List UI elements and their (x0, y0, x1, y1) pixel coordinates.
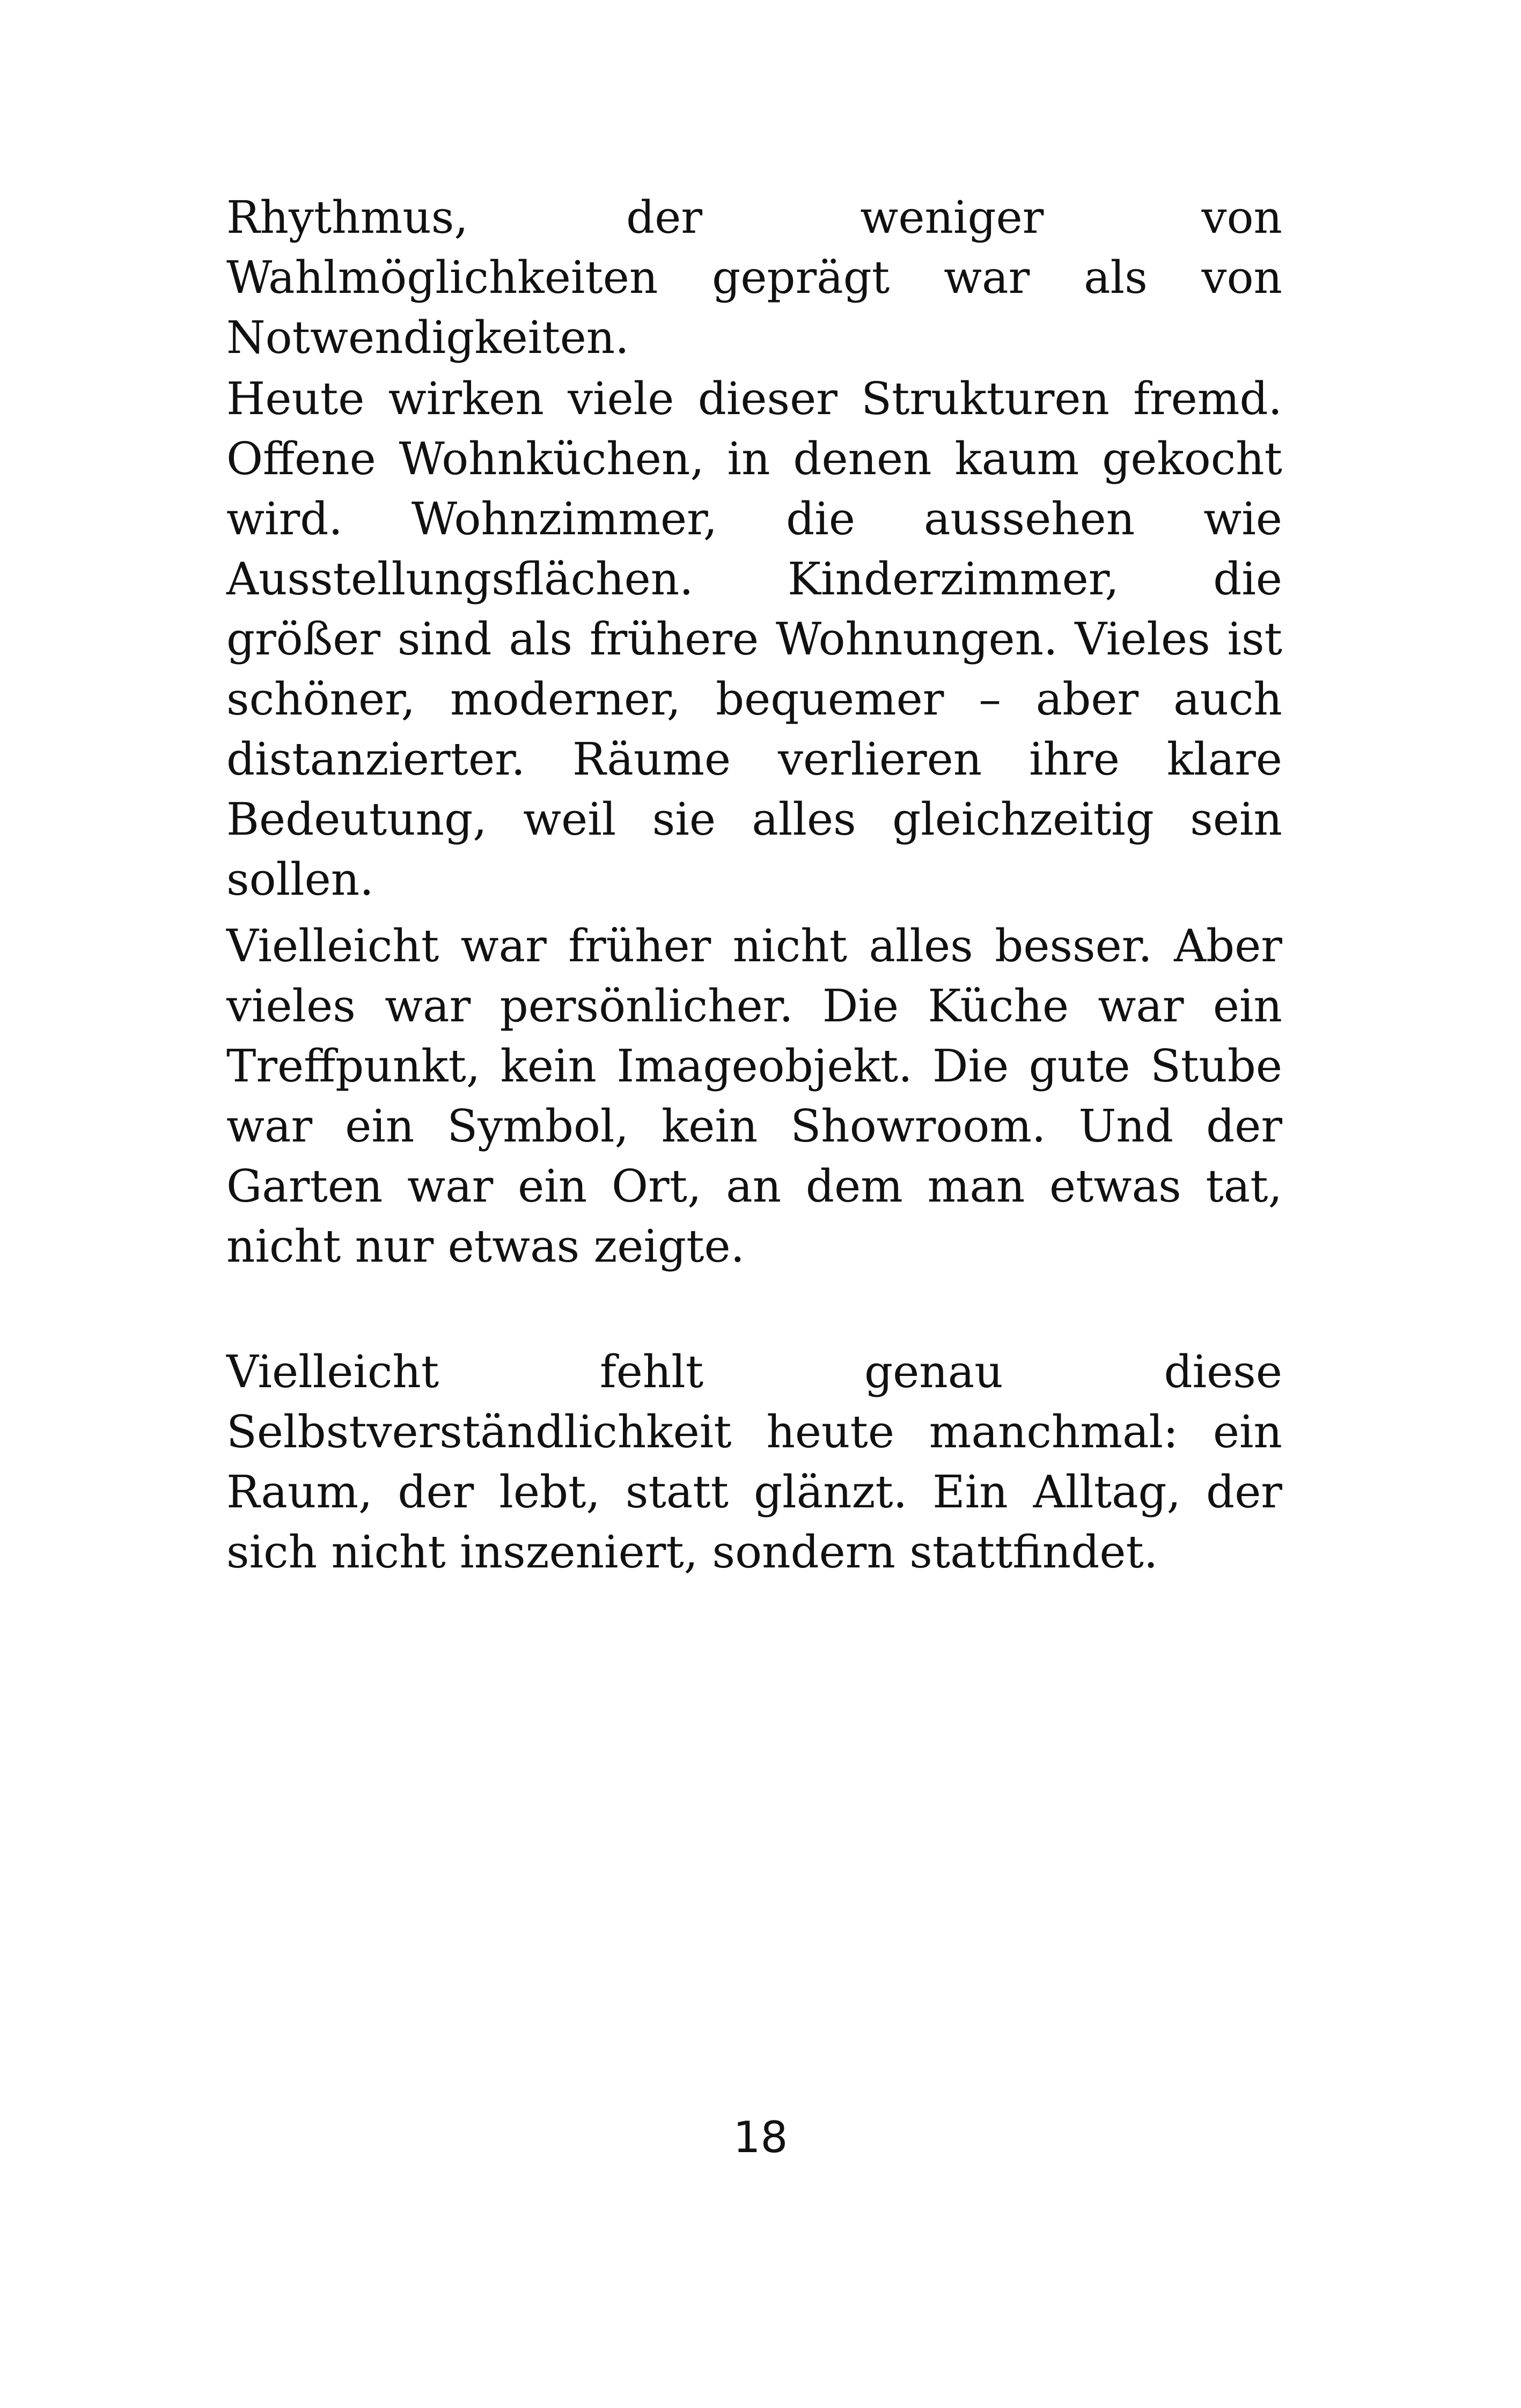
paragraph-text: Vielleicht fehlt genau diese Selbstverständlichkeit heute manchmal: ein Raum, der lebt, statt glänzt. Ein Alltag, der sich nicht inszeniert, sondern stattfindet. (226, 1346, 1282, 1578)
paragraph-text: Heute wirken viele dieser Strukturen fremd. Offene Wohnküchen, in denen kaum gekocht wird. Wohnzimmer, die aussehen wie Ausstellungsflächen. Kinderzimmer, die größer sind als frühere Wohnungen. Vieles ist schöner, moderner, bequemer – aber auch distanzierter. Räume verlieren ihre klare Bedeutung, weil sie alles gleichzeitig sein sollen. (226, 373, 1282, 905)
paragraph-text: Vielleicht war früher nicht alles besser. Aber vieles war persönlicher. Die Küche war ein Treffpunkt, kein Imageobjekt. Die gute Stube war ein Symbol, kein Showroom. Und der Garten war ein Ort, an dem man etwas tat, nicht nur etwas zeigte. (226, 920, 1282, 1272)
page-number: 18 (733, 2112, 788, 2162)
paragraph (226, 916, 1282, 1277)
paragraph (226, 188, 1282, 368)
paragraph (226, 369, 1282, 910)
paragraph-text: Rhythmus, der weniger von Wahlmöglichkeiten geprägt war als von Notwendigkeiten. (226, 192, 1282, 364)
paragraph (226, 1342, 1282, 1582)
